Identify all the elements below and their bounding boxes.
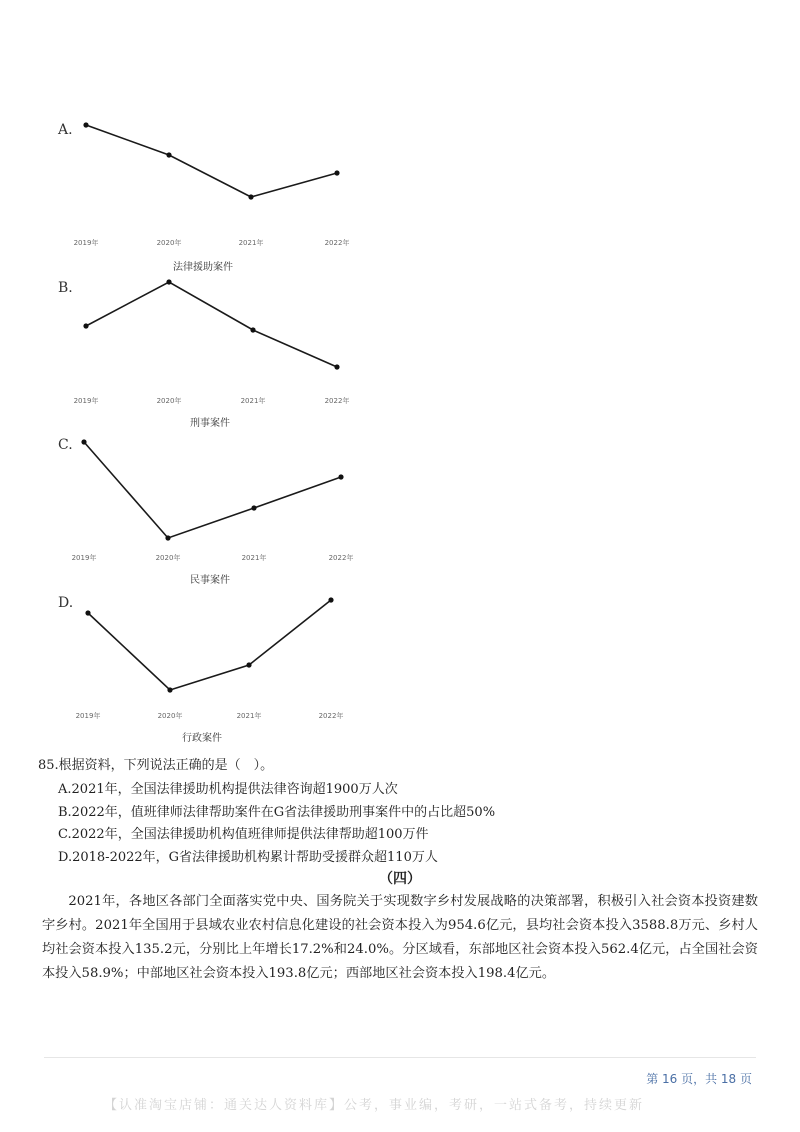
x-tick-label: 2019年 — [71, 554, 97, 562]
chart-d — [60, 590, 360, 730]
data-point — [165, 535, 170, 540]
data-point — [334, 364, 339, 369]
data-point — [166, 152, 171, 157]
answer-option-c: C.2022年，全国法律援助机构值班律师提供法律帮助超100万件 — [58, 827, 429, 842]
data-point — [334, 170, 339, 175]
x-tick-label: 2019年 — [73, 397, 99, 405]
question-stem: 85.根据资料，下列说法正确的是（ ）。 — [38, 758, 274, 773]
data-point — [248, 194, 253, 199]
answer-option-a: A.2021年，全国法律援助机构提供法律咨询超1900万人次 — [58, 782, 398, 797]
chart-c — [60, 430, 360, 570]
data-point — [166, 279, 171, 284]
watermark: 【认准淘宝店铺：通关达人资料库】公考，事业编，考研，一站式备考，持续更新 — [104, 1098, 645, 1113]
x-tick-label: 2021年 — [238, 239, 264, 247]
option-c-label: C. — [58, 437, 73, 453]
chart-c-title: 民事案件 — [190, 575, 230, 586]
x-tick-label: 2020年 — [156, 239, 182, 247]
option-d-label: D. — [58, 595, 74, 611]
page-number: 第 16 页，共 18 页 — [646, 1072, 752, 1086]
data-point — [328, 597, 333, 602]
series-line — [86, 125, 337, 197]
section-paragraph: 2021年，各地区各部门全面落实党中央、国务院关于实现数字乡村发展战略的决策部署，积极引入社会资本投资建数字乡村。2021年全国用于县域农业农村信息化建设的社会资本投入为954.6亿元，县均社会资本投入3588.8万元、乡村人均社会资本投入135.2元，分别比上年增长17.2%和24.0%。分区域看，东部地区社会资本投入562.4亿元，占全国社会资本投入58.9%；中部地区社会资本投入193.8亿元；西部地区社会资本投入198.4亿元。 — [42, 894, 758, 981]
series-line — [88, 600, 331, 690]
x-tick-label: 2020年 — [155, 554, 181, 562]
x-tick-label: 2020年 — [157, 712, 183, 720]
x-tick-label: 2020年 — [156, 397, 182, 405]
series-line — [84, 442, 341, 538]
x-tick-label: 2021年 — [236, 712, 262, 720]
x-tick-label: 2019年 — [75, 712, 101, 720]
x-tick-label: 2022年 — [318, 712, 344, 720]
data-point — [251, 505, 256, 510]
series-line — [86, 282, 337, 367]
x-tick-label: 2022年 — [324, 239, 350, 247]
x-tick-label: 2019年 — [73, 239, 99, 247]
option-a-label: A. — [58, 122, 73, 138]
data-point — [250, 327, 255, 332]
section-title: （四） — [379, 871, 421, 887]
data-point — [85, 610, 90, 615]
chart-b-title: 刑事案件 — [190, 418, 230, 429]
chart-b — [60, 268, 360, 408]
data-point — [83, 122, 88, 127]
option-b-label: B. — [58, 280, 73, 296]
chart-a-title: 法律援助案件 — [173, 262, 233, 273]
chart-d-title: 行政案件 — [182, 733, 222, 744]
x-tick-label: 2021年 — [240, 397, 266, 405]
data-point — [81, 439, 86, 444]
answer-option-d: D.2018-2022年，G省法律援助机构累计帮助受援群众超110万人 — [58, 850, 438, 865]
data-point — [167, 687, 172, 692]
x-tick-label: 2022年 — [328, 554, 354, 562]
chart-a — [60, 110, 360, 250]
footer-divider — [44, 1057, 756, 1058]
data-point — [338, 474, 343, 479]
answer-option-b: B.2022年，值班律师法律帮助案件在G省法律援助刑事案件中的占比超50% — [58, 805, 496, 820]
x-tick-label: 2022年 — [324, 397, 350, 405]
data-point — [246, 662, 251, 667]
x-tick-label: 2021年 — [241, 554, 267, 562]
data-point — [83, 323, 88, 328]
